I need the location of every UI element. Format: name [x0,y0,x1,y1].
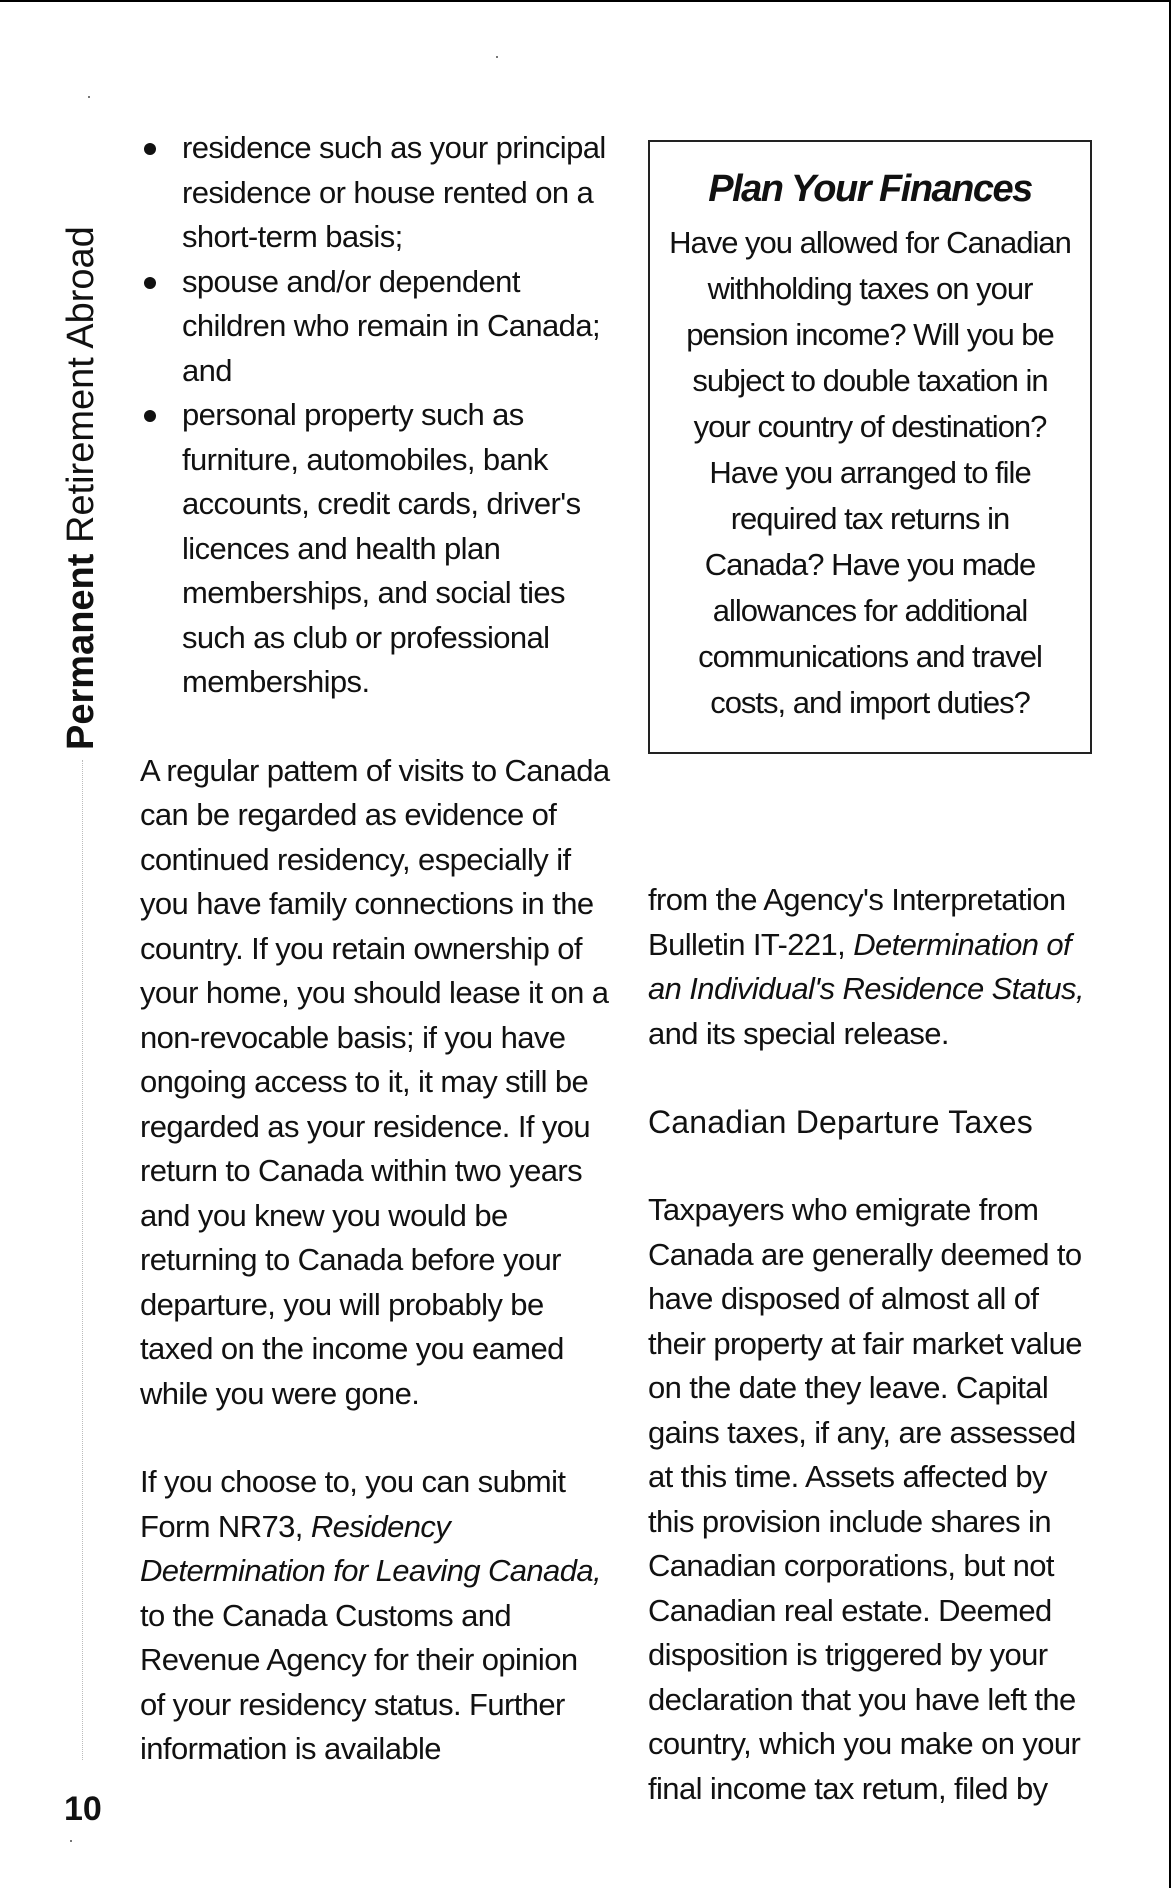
departure-taxes-paragraph: Taxpayers who emigrate from Canada are generally deemed to have disposed of almost all of their property at fair market value on the date they leave. Capital gains taxes, if any, are assessed at this time. Assets affected by this provision include shares in Canadian corporations, but not Canadian real estate. Deemed disposition is triggered by your declaration that you have left the country, which you make on your final income tax retum, filed by [648,1192,1082,1806]
bulletin-reference-paragraph [648,878,1098,1056]
form-nr73-paragraph [140,1460,610,1772]
left-column [140,126,610,1772]
callout-wrapper [648,140,1098,754]
residency-paragraph: A regular pattem of visits to Canada can be regarded as evidence of continued residency, especially if you have family connections in the country. If you retain ownership of your home, you should lease it on a non-revocable basis; if you have ongoing access to it, it may still be regarded as your residence. If you return to Canada within two years and you knew you would be returning to Canada before your departure, you will probably be taxed on the income you eamed while you were gone. [140,752,610,1411]
section-title [58,150,104,750]
departure-taxes-heading: Canadian Departure Taxes [648,1104,1033,1140]
callout-title: Plan Your Finances [708,168,1032,210]
scan-speck [496,56,498,58]
scan-speck [88,96,90,98]
bullet-item: personal property such as furniture, automobiles, bank accounts, credit cards, driver's licences and health plan memberships, and social ties such as club or professional memberships. [140,393,610,705]
page-number: 10 [64,1790,102,1828]
plan-your-finances-callout [648,140,1092,754]
bulletin-title: Determination of an Individual's Residence Status, [648,926,1084,1006]
form-nr73-title: Residency Determination for Leaving Canada, [140,1508,601,1588]
bullet-item: spouse and/or dependent children who remain in Canada; and [140,260,610,394]
section-title-bold: Permanent [60,553,102,750]
right-column [648,878,1098,1811]
callout-body: Have you allowed for Canadian withholding taxes on your pension income? Will you be subject to double taxation in your country of destination? Have you arranged to file required tax returns in Canada? Have you made allowances for additional communications and travel costs, and import duties? [669,225,1071,720]
form-nr73-text-end: to the Canada Customs and Revenue Agency for their opinion of your residency status. Further information is available [140,1597,578,1766]
section-title-light: Retirement Abroad [60,226,102,544]
bullet-list [140,126,610,705]
form-nr73-text-start: If you choose to, you can submit Form NR73, [140,1464,566,1544]
bulletin-text-end: and its special release. [648,1015,949,1051]
bulletin-text-start: from the Agency's Interpretation Bulletin IT-221, [648,882,1066,962]
side-dotted-rule [82,760,85,1760]
bullet-item: residence such as your principal residence or house rented on a short-term basis; [140,126,610,260]
scan-speck [70,1840,72,1842]
